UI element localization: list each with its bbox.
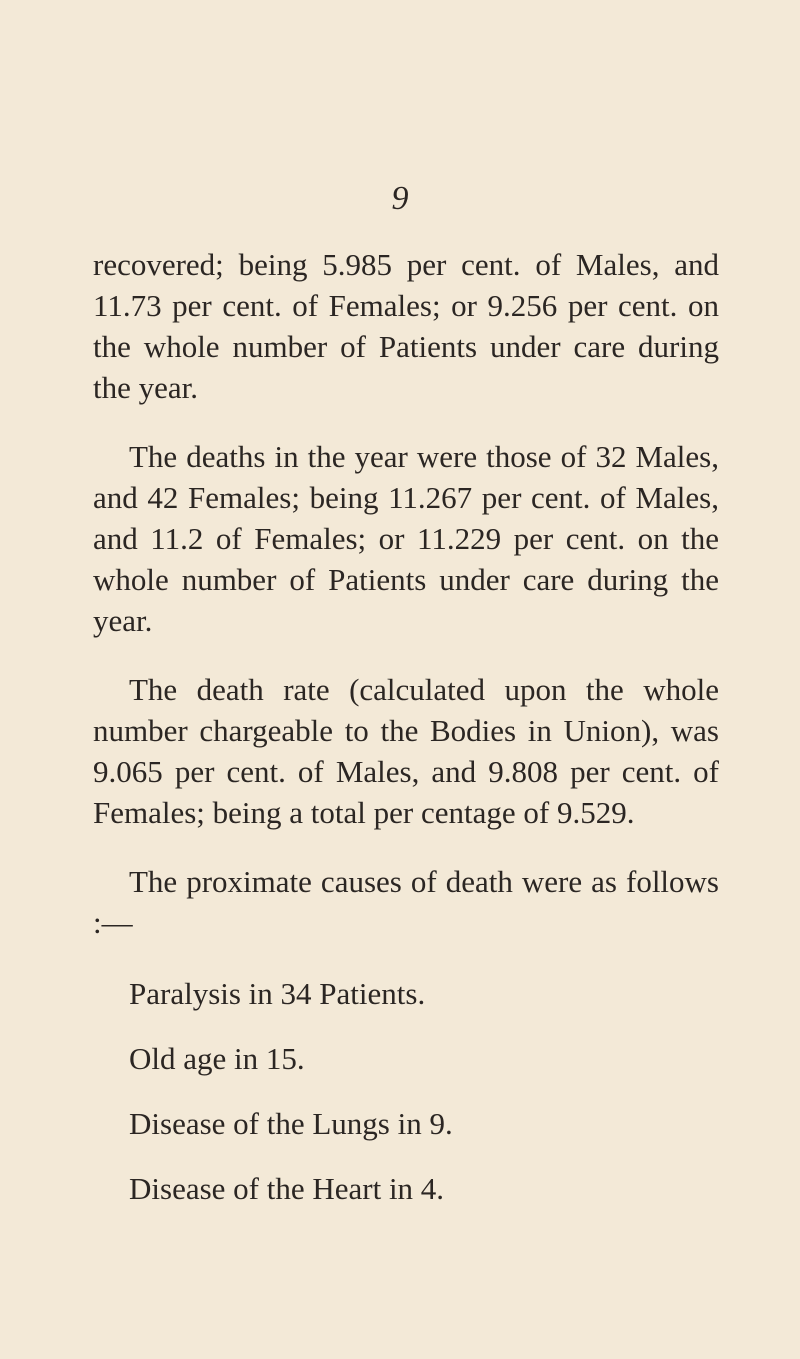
causes-list (93, 973, 719, 1209)
paragraph-death-rate: The death rate (calculated upon the whole number chargeable to the Bodies in Union), was 9.065 per cent. of Males, and 9.808 per cent. of Females; being a total per centage of 9.529. (93, 672, 719, 830)
cause-heart: Disease of the Heart in 4. (129, 1171, 445, 1206)
paragraph-recovered: recovered; being 5.985 per cent. of Males, and 11.73 per cent. of Females; or 9.256 per cent. on the whole number of Patients under care during the year. (93, 247, 719, 405)
cause-paralysis: Paralysis in 34 Patients. (129, 976, 426, 1011)
paragraph-causes-intro: The proximate causes of death were as follows :— (93, 864, 719, 940)
body-text (93, 244, 719, 1233)
page-number: 9 (391, 180, 409, 217)
cause-lungs: Disease of the Lungs in 9. (129, 1106, 453, 1141)
paragraph-deaths: The deaths in the year were those of 32 Males, and 42 Females; being 11.267 per cent. of Males, and 11.2 of Females; or 11.229 per cent. on the whole number of Patients under care during the year. (93, 439, 719, 638)
cause-old-age: Old age in 15. (129, 1041, 305, 1076)
